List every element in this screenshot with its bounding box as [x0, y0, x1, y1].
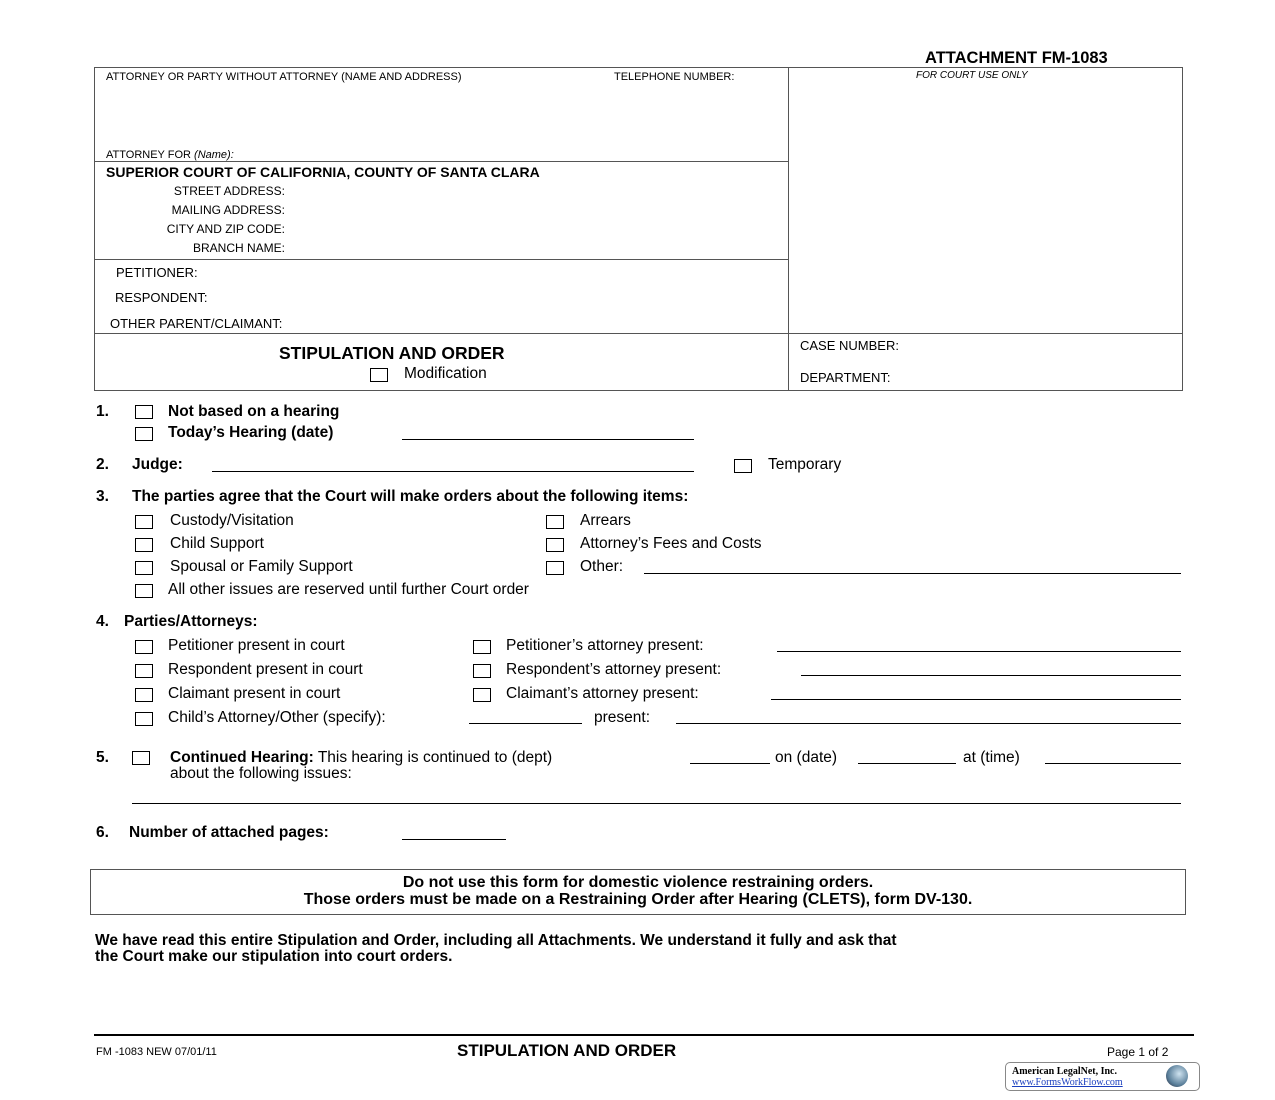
- item-number: 5.: [96, 749, 109, 766]
- not-based-label: Not based on a hearing: [168, 403, 340, 420]
- child-support-label: Child Support: [170, 535, 264, 552]
- item3-text: The parties agree that the Court will make orders about the following items:: [132, 488, 689, 505]
- notice-line1: Do not use this form for domestic violence restraining orders.: [402, 874, 874, 891]
- continued-hearing-bold: Continued Hearing:: [170, 749, 314, 766]
- continued-hearing-checkbox[interactable]: [132, 751, 150, 765]
- street-label: STREET ADDRESS:: [173, 184, 285, 198]
- judge-label: Judge:: [132, 456, 183, 473]
- fees-checkbox[interactable]: [546, 538, 564, 552]
- statement-line2: the Court make our stipulation into court orders.: [95, 948, 453, 965]
- branch-label: BRANCH NAME:: [192, 241, 285, 255]
- claimant-attorney-label: Claimant’s attorney present:: [506, 685, 699, 702]
- page-number: Page 1 of 2: [1107, 1045, 1169, 1059]
- other-parent-label: OTHER PARENT/CLAIMANT:: [110, 316, 283, 331]
- petitioner-label: PETITIONER:: [116, 265, 198, 280]
- case-number-label: CASE NUMBER:: [800, 338, 899, 353]
- fees-label: Attorney’s Fees and Costs: [580, 535, 762, 552]
- present-label: present:: [594, 709, 651, 726]
- item-number: 4.: [96, 613, 109, 630]
- custody-label: Custody/Visitation: [170, 512, 294, 529]
- divider: [94, 161, 788, 162]
- child-support-checkbox[interactable]: [135, 538, 153, 552]
- modification-label: Modification: [404, 365, 487, 382]
- item-number: 1.: [96, 403, 109, 420]
- petitioner-attorney-field[interactable]: [777, 651, 1181, 652]
- temporary-label: Temporary: [768, 456, 842, 473]
- attachment-label: ATTACHMENT FM-1083: [925, 49, 1108, 67]
- custody-checkbox[interactable]: [135, 515, 153, 529]
- petitioner-attorney-checkbox[interactable]: [473, 640, 491, 654]
- respondent-attorney-label: Respondent’s attorney present:: [506, 661, 722, 678]
- continued-hearing-desc: This hearing is continued to (dept): [317, 749, 553, 766]
- arrears-checkbox[interactable]: [546, 515, 564, 529]
- temporary-checkbox[interactable]: [734, 459, 752, 473]
- respondent-present-checkbox[interactable]: [135, 664, 153, 678]
- respondent-attorney-checkbox[interactable]: [473, 664, 491, 678]
- on-date-label: on (date): [775, 749, 838, 766]
- todays-hearing-label: Today’s Hearing (date): [168, 424, 334, 441]
- notice-line2: Those orders must be made on a Restraining Order after Hearing (CLETS), form DV-130.: [303, 891, 973, 908]
- childs-attorney-label: Child’s Attorney/Other (specify):: [168, 709, 386, 726]
- footer-rule: [94, 1034, 1194, 1036]
- form-id: FM -1083 NEW 07/01/11: [96, 1046, 217, 1058]
- item4-text: Parties/Attorneys:: [124, 613, 258, 630]
- form-title: STIPULATION AND ORDER: [279, 343, 505, 363]
- attorney-for-name: (Name):: [194, 149, 234, 161]
- other-field[interactable]: [644, 573, 1181, 574]
- item-number: 3.: [96, 488, 109, 505]
- legalnet-logo[interactable]: [1005, 1062, 1200, 1091]
- spousal-label: Spousal or Family Support: [170, 558, 353, 575]
- item-number: 6.: [96, 824, 109, 841]
- logo-link[interactable]: www.FormsWorkFlow.com: [1012, 1077, 1123, 1088]
- specify-field[interactable]: [469, 723, 582, 724]
- issues-field[interactable]: [132, 803, 1181, 804]
- logo-name: American LegalNet, Inc.: [1012, 1066, 1117, 1077]
- footer-title: STIPULATION AND ORDER: [457, 1041, 677, 1060]
- dept-field[interactable]: [690, 763, 770, 764]
- divider: [94, 333, 1182, 334]
- childs-attorney-checkbox[interactable]: [135, 712, 153, 726]
- department-label: DEPARTMENT:: [800, 370, 891, 385]
- about-label: about the following issues:: [170, 765, 352, 782]
- hearing-date-field[interactable]: [402, 439, 694, 440]
- telephone-label: TELEPHONE NUMBER:: [614, 71, 735, 83]
- modification-checkbox[interactable]: [370, 368, 388, 382]
- claimant-attorney-checkbox[interactable]: [473, 688, 491, 702]
- city-label: CITY AND ZIP CODE:: [166, 222, 285, 236]
- spousal-checkbox[interactable]: [135, 561, 153, 575]
- time-field[interactable]: [1045, 763, 1181, 764]
- at-time-label: at (time): [963, 749, 1020, 766]
- petitioner-attorney-label: Petitioner’s attorney present:: [506, 637, 704, 654]
- globe-icon: [1166, 1065, 1188, 1087]
- other-checkbox[interactable]: [546, 561, 564, 575]
- claimant-present-checkbox[interactable]: [135, 688, 153, 702]
- arrears-label: Arrears: [580, 512, 631, 529]
- divider: [94, 259, 788, 260]
- mailing-label: MAILING ADDRESS:: [171, 203, 285, 217]
- claimant-attorney-field[interactable]: [771, 699, 1181, 700]
- claimant-present-label: Claimant present in court: [168, 685, 341, 702]
- respondent-present-label: Respondent present in court: [168, 661, 363, 678]
- reserved-checkbox[interactable]: [135, 584, 153, 598]
- court-name: SUPERIOR COURT OF CALIFORNIA, COUNTY OF SANTA CLARA: [106, 164, 540, 180]
- divider: [788, 67, 789, 390]
- present-field[interactable]: [676, 723, 1181, 724]
- attached-pages-label: Number of attached pages:: [129, 824, 329, 841]
- attorney-label: ATTORNEY OR PARTY WITHOUT ATTORNEY (NAME AND ADDRESS): [106, 71, 462, 83]
- respondent-attorney-field[interactable]: [801, 675, 1181, 676]
- judge-field[interactable]: [212, 471, 694, 472]
- attorney-for-label: [106, 149, 234, 161]
- petitioner-present-label: Petitioner present in court: [168, 637, 345, 654]
- respondent-label: RESPONDENT:: [115, 290, 208, 305]
- other-label: Other:: [580, 558, 624, 575]
- court-use-label: FOR COURT USE ONLY: [916, 70, 1028, 81]
- petitioner-present-checkbox[interactable]: [135, 640, 153, 654]
- date-field[interactable]: [858, 763, 956, 764]
- reserved-label: All other issues are reserved until further Court order: [168, 581, 529, 598]
- not-based-on-hearing-checkbox[interactable]: [135, 405, 153, 419]
- statement-line1: We have read this entire Stipulation and Order, including all Attachments. We understand it fully and ask that: [95, 932, 897, 949]
- attached-pages-field[interactable]: [402, 839, 506, 840]
- todays-hearing-checkbox[interactable]: [135, 427, 153, 441]
- item-number: 2.: [96, 456, 109, 473]
- attorney-for-text: ATTORNEY FOR: [106, 149, 191, 161]
